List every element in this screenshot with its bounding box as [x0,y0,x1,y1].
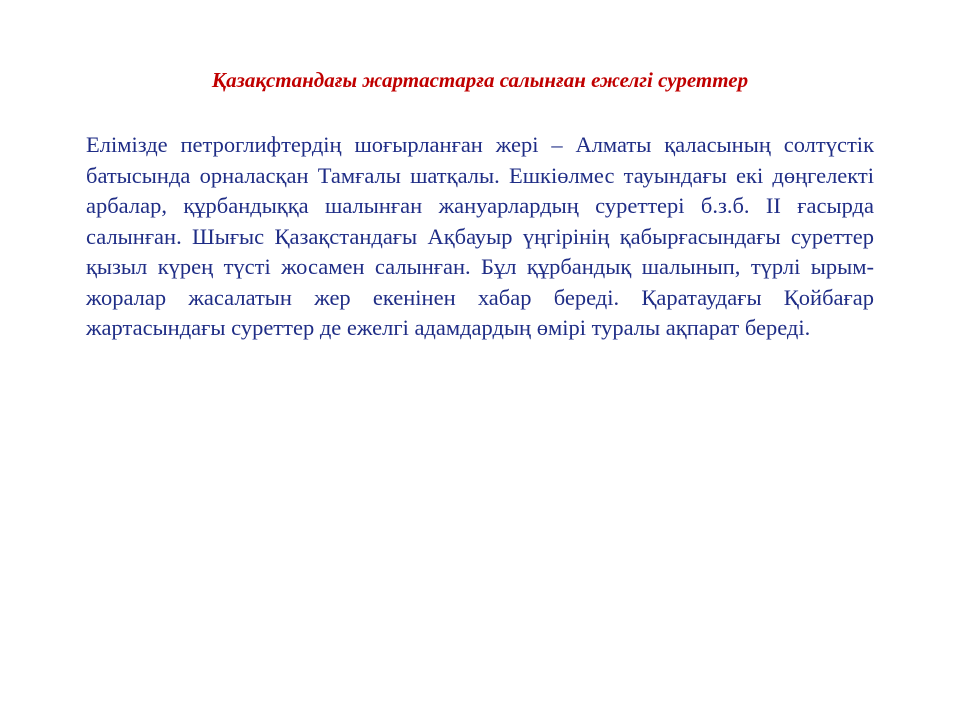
slide-paragraph: Елімізде петроглифтердің шоғырланған жері – Алматы қаласының солтүстік батысында орналасқан Тамғалы шатқалы. Ешкіөлмес тауындағы екі дөңгелекті арбалар, құрбандыққа шалынған жануарлардың суреттері б.з.б. ІІ ғасырда салынған. Шығыс Қазақстандағы Ақбауыр үңгірінің қабырғасындағы суреттер қызыл күрең түсті жосамен салынған. Бұл құрбандық шалынып, түрлі ырым-жоралар жасалатын жер екенінен хабар береді. Қаратаудағы Қойбағар жартасындағы суреттер де ежелгі адамдардың өмірі туралы ақпарат береді. [86,132,874,340]
slide-title: Қазақстандағы жартастарға салынған ежелгі суреттер [211,68,749,92]
